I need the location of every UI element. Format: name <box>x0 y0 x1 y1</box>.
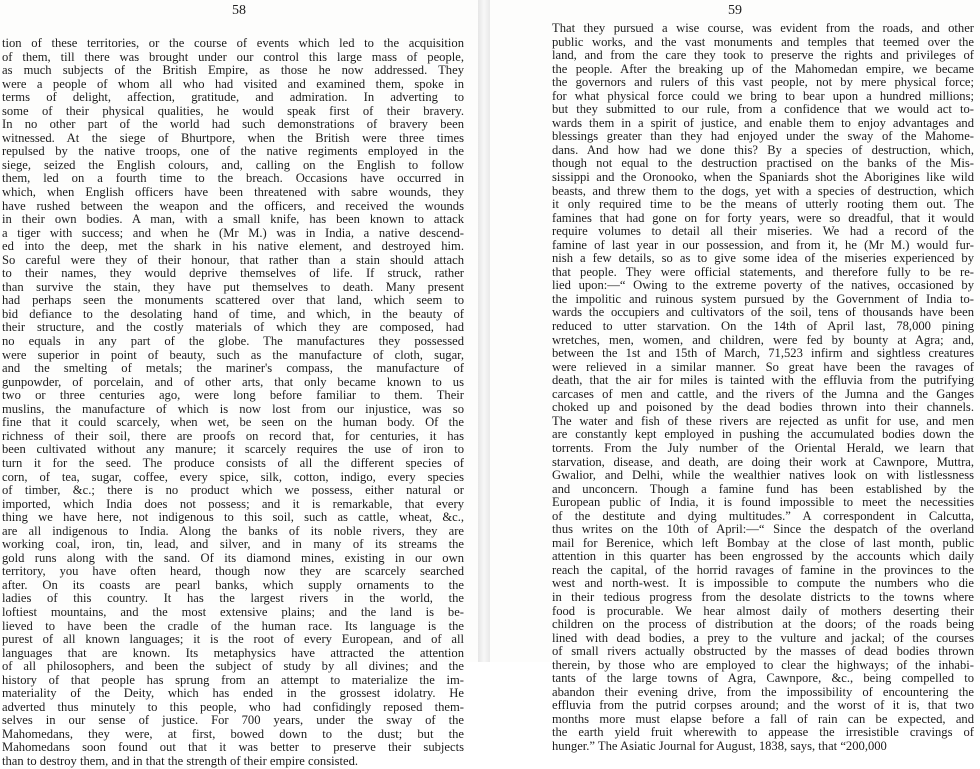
text-line: the governors and rulers of this vast people, not by mere physical force; <box>552 76 974 90</box>
text-line: of them, till there was brought under our control this large mass of people, <box>2 50 464 64</box>
text-line: and unconcern. Though a famine fund has been established by the <box>552 482 974 496</box>
text-line: thing we have here, not indigenous to this soil, such as cattle, wheat, &c., <box>2 511 464 525</box>
text-line: in their own bodies. A man, with a small knife, has been known to attack <box>2 213 464 227</box>
text-line: two or three centuries ago, were long before familiar to them. Their <box>2 389 464 403</box>
text-line: working coal, iron, tin, lead, and silver, and in many of its streams the <box>2 538 464 552</box>
text-line: reduced to utter starvation. On the 14th of April last, 78,000 pining <box>552 320 974 334</box>
text-line: The water and fish of these rivers are rejected as unfit for use, and men <box>552 414 974 428</box>
text-line: wards them in a spirit of justice, and enable them to enjoy advantages and <box>552 116 974 130</box>
text-line: of the destitute and dying multitudes.” A correspondent in Calcutta, <box>552 509 974 523</box>
text-line: attention in this quarter has been engrossed by the accounts which daily <box>552 550 974 564</box>
left-page <box>0 0 478 768</box>
left-page-text <box>0 37 478 769</box>
text-line: were a people of whom all who had visited and examined them, spoke in <box>2 77 464 91</box>
text-line: beasts, and threw them to the dogs, yet with a species of destruction, which <box>552 184 974 198</box>
text-line: in their tedious progress from the desolate districts to the towns where <box>552 590 974 604</box>
text-line: witnessed. At the siege of Bhurtpore, when the British were three times <box>2 131 464 145</box>
right-page-text <box>490 22 980 754</box>
text-line: imported, which India does not possess; and it is remarkable, that every <box>2 497 464 511</box>
text-line: materiality of the Deity, which has ended in the grossest idolatry. He <box>2 687 464 701</box>
text-line: than to destroy them, and in that the strength of their empire consisted. <box>2 754 359 768</box>
text-line: bid defiance to the desolating hand of time, and which, in the beauty of <box>2 307 464 321</box>
text-line: some of their physical qualities, he would speak first of their bravery. <box>2 104 464 118</box>
text-line: therein, by those who are employed to clear the highways; of the inhabi- <box>552 658 974 672</box>
text-line: thus writes on the 10th of April:—“ Since the despatch of the overland <box>552 523 974 537</box>
text-line: months more must elapse before a fall of rain can be expected, and <box>552 712 974 726</box>
text-line: fine that it could scarcely, when wet, be seen on the human body. Of the <box>2 416 464 430</box>
text-line: famines that had gone on for forty years, were so dreadful, that it would <box>552 211 974 225</box>
text-line: richness of their soil, there are proofs on record that, for centuries, it has <box>2 429 464 443</box>
text-line: require volumes to detail all their miseries. We had a record of the <box>552 225 974 239</box>
text-line: children on the process of distribution at the doors; of the roads being <box>552 618 974 632</box>
text-line: territory, you have often heard, though now they are scarcely searched <box>2 565 464 579</box>
text-line: have rushed between the weapon and the officers, and received the wounds <box>2 199 464 213</box>
text-line: a tiger with success; and when he (Mr M.) was in India, a native descend- <box>2 226 464 240</box>
text-line: tants of the large towns of Agra, Cawnpore, &c., being compelled to <box>552 672 974 686</box>
text-line: death, that the air for miles is tainted with the effluvia from the putrifying <box>552 374 974 388</box>
text-line: wards the occupiers and cultivators of the soil, tens of thousands have been <box>552 306 974 320</box>
text-line: it only required time to be the means of utterly rooting them out. The <box>552 198 974 212</box>
text-line: starvation, disease, and death, are doing their work at Cawnpore, Muttra, <box>552 455 974 469</box>
text-line: west and north-west. It is impossible to compute the numbers who die <box>552 577 974 591</box>
text-line: of all philosophers, and been the subject of study by all divines; and the <box>2 660 464 674</box>
text-line: That they pursued a wise course, was evident from the roads, and other <box>552 22 974 35</box>
text-line: of timber, &c.; there is no product which we possess, either natural or <box>2 484 464 498</box>
text-line: lieved to have been the cradle of the human race. Its language is the <box>2 619 464 633</box>
text-line: but they submitted to our rule, from a confidence that we would act to- <box>552 103 974 117</box>
text-line: nish a few details, so as to give some idea of the miseries experienced by <box>552 252 974 266</box>
text-line: that people. They were official statements, and therefore fully to be re- <box>552 265 974 279</box>
text-line: blessings greater than they had enjoyed under the sway of the Mahome- <box>552 130 974 144</box>
text-line: sissippi and the Oronooko, when the Spaniards shot the Aborigines like wild <box>552 171 974 185</box>
right-page <box>490 0 980 753</box>
text-line: choked up and poisoned by the dead bodies thrown into their channels. <box>552 401 974 415</box>
text-line: were superior in point of beauty, such as the manufacture of cloth, sugar, <box>2 348 464 362</box>
text-line: Mahomedans soon found out that it was better to preserve their subjects <box>2 741 464 755</box>
text-line: them, led on a fourth time to the breach. Occasions have occurred in <box>2 172 464 186</box>
text-line: repulsed by the native troops, one of the native regiments employed in the <box>2 145 464 159</box>
text-line: famine of last year in our possession, and from it, he (Mr M.) would fur- <box>552 238 974 252</box>
text-line: lined with dead bodies, a prey to the vulture and jackal; of the courses <box>552 631 974 645</box>
text-line: tion of these territories, or the course of events which led to the acquisition <box>2 37 464 50</box>
text-line: are all indigenous to India. Along the banks of its noble rivers, they are <box>2 524 464 538</box>
text-line: turn it for the seed. The produce consists of all the different species of <box>2 456 464 470</box>
text-line: European public of India, it is found impossible to meet the necessities <box>552 496 974 510</box>
text-line: ed into the deep, met the shark in his native element, and destroyed him. <box>2 240 464 254</box>
text-line: lied upon:—“ Owing to the extreme poverty of the natives, occasioned by <box>552 279 974 293</box>
text-line: as much subjects of the British Empire, as those he now addressed. They <box>2 64 464 78</box>
text-line: their structure, and the costly materials of which they are composed, had <box>2 321 464 335</box>
text-line: the impolitic and ruinous system pursued by the Government of India to- <box>552 292 974 306</box>
text-line: carcases of men and cattle, and the rivers of the Jumna and the Ganges <box>552 387 974 401</box>
text-line: reach the capital, of the horrid ravages of famine in the provinces to the <box>552 563 974 577</box>
text-line: to their names, they would deprive themselves of life. If struck, rather <box>2 267 464 281</box>
text-line: Mahomedans, they were, at first, bowed down to the dust; but the <box>2 727 464 741</box>
text-line: food is procurable. We hear almost daily of mothers deserting their <box>552 604 974 618</box>
left-page-number: 58 <box>232 3 246 18</box>
text-line: Gwalior, and Delhi, while the wealthier natives look on with listlessness <box>552 469 974 483</box>
book-gutter <box>478 0 490 662</box>
text-line: which, when English officers have been threatened with sabre wounds, they <box>2 186 464 200</box>
text-line: siege, seized the English colours, and, calling on the English to follow <box>2 158 464 172</box>
text-line: no equals in any part of the globe. The manufactures they possessed <box>2 335 464 349</box>
text-line: after. On its coasts are pearl banks, which supply ornaments to the <box>2 578 464 592</box>
text-line: are constantly kept employed in pushing the accumulated bodies down the <box>552 428 974 442</box>
text-line: the earth yield fruit wherewith to appease the irresistible cravings of <box>552 726 974 740</box>
text-line: adverted thus minutely to this people, who had confidingly reposed them- <box>2 700 464 714</box>
text-line: of small rivers actually obstructed by the masses of dead bodies thrown <box>552 645 974 659</box>
text-line: history of that people has sprung from an attempt to materialize the im- <box>2 673 464 687</box>
text-line: languages that are known. Its metaphysics have attracted the attention <box>2 646 464 660</box>
text-line: torrents. From the July number of the Oriental Herald, we learn that <box>552 441 974 455</box>
text-line: muslins, the manufacture of which is now lost from our injustice, was so <box>2 402 464 416</box>
text-line: between the 1st and 15th of March, 71,523 infirm and sightless creatures <box>552 347 974 361</box>
text-line: been cultivated without any manure; it scarcely requires the use of iron to <box>2 443 464 457</box>
text-line: public works, and the vast monuments and temples that teemed over the <box>552 35 974 49</box>
text-line: gunpowder, of porcelain, and of other arts, that only became known to us <box>2 375 464 389</box>
text-line: the people. After the breaking up of the Mahomedan empire, we became <box>552 62 974 76</box>
text-line: land, and from the care they took to preserve the rights and privileges of <box>552 49 974 63</box>
text-line: terms of delight, affection, gratitude, and admiration. In adverting to <box>2 91 464 105</box>
text-line: effluvia from the putrid corpses around; and the worst of it is, that two <box>552 699 974 713</box>
text-line: than survive the stain, they have put themselves to death. Many present <box>2 280 464 294</box>
text-line: were relieved in a similar manner. So great have been the ravages of <box>552 360 974 374</box>
text-line: corn, of tea, sugar, coffee, every spice, silk, cotton, indigo, every species <box>2 470 464 484</box>
text-line: mail for Berenice, which left Bombay at the close of last month, public <box>552 536 974 550</box>
text-line: wretches, men, women, and children, were fed by bounty at Agra; and, <box>552 333 974 347</box>
text-line: gold runs along with the sand. Of its diamond mines, existing in our own <box>2 551 464 565</box>
text-line: abandon their evening drive, from the impossibility of encountering the <box>552 685 974 699</box>
right-page-number: 59 <box>728 3 742 18</box>
text-line: for what physical force could we bring to bear upon a hundred millions; <box>552 89 974 103</box>
text-line: though not equal to the destruction practised on the banks of the Mis- <box>552 157 974 171</box>
text-line: and the smelting of metals; the mariner's compass, the manufacture of <box>2 362 464 376</box>
text-line: dans. And how had we done this? By a species of destruction, which, <box>552 143 974 157</box>
text-line: had perhaps seen the monuments scattered over that land, which seem to <box>2 294 464 308</box>
text-line: ladies of this country. It has the largest rivers in the world, the <box>2 592 464 606</box>
text-line: purest of all known languages; it is the root of every European, and of all <box>2 633 464 647</box>
text-line: loftiest mountains, and the most extensive plains; and the land is be- <box>2 605 464 619</box>
text-line: So careful were they of their honour, that rather than a stain should attach <box>2 253 464 267</box>
text-line: hunger.” The Asiatic Journal for August, 1838, says, that “200,000 <box>552 739 887 753</box>
text-line: selves in our sense of justice. For 700 years, under the sway of the <box>2 714 464 728</box>
text-line: In no other part of the world had such demonstrations of bravery been <box>2 118 464 132</box>
